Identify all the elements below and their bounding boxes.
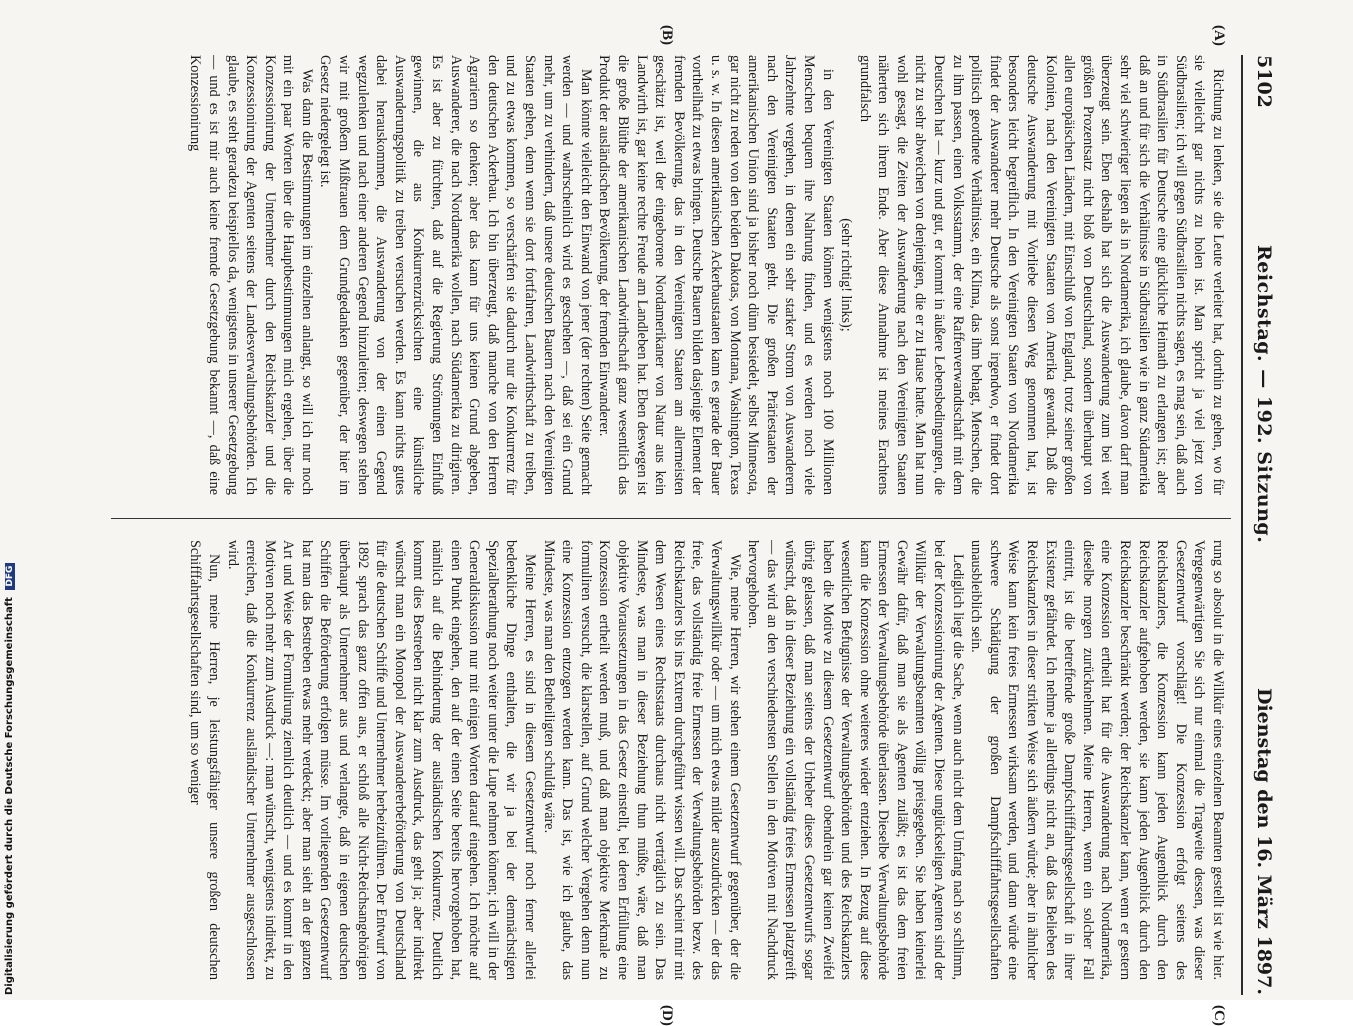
margin-marker-d: (D) bbox=[659, 1005, 675, 1026]
credit-text: Digitalisierung gefördert durch die Deutsche Forschungsgemeinschaft bbox=[4, 597, 15, 995]
paragraph: Richtung zu lenken, sie die Leute verleitet hat, dorthin zu gehen, wo für sie vielleicht gar nichts zu holen ist. Man spricht ja viel jetzt von Südbrasilien; ich will gegen Südbrasilien nichts sagen, es mag sein, daß auch in Südbrasilien für Deutsche eine glückliche Heimath zu erlangen ist; aber daß an und für sich die Verhältnisse in Südbrasilien wie in ganz Südamerika sehr viel schwieriger liegen als in Nordamerika, ich glaube, davon darf man überzeugt sein. Eben deshalb hat sich die Auswanderung zum bei weit größten Prozentsatz nicht bloß von Deutschland, sondern überhaupt von allen europäischen Ländern, mit Einschluß von England, trotz seiner großen Kolonien, nach den Vereinigten Staaten von Amerika gewandt. Daß die deutsche Auswanderung mit Vorliebe diesen Weg genommen hat, ist besonders leicht begreiflich. In den Vereinigten Staaten von Nordamerika findet der Auswanderer mehr Deutsche als sonst irgendwo, er findet dort politisch geordnete Verhältnisse, ein Klima, das ihm behagt, Menschen, die zu ihm passen, einen Volksstamm, der eine Raffenverwandtschaft mit dem Deutschen hat — kurz und gut, er kommt in äußere Lebensbedingungen, die nicht zu sehr abweichen von denjenigen, die er zu Hause hatte. Man hat nun wohl gesagt, die Zeiten der Auswanderung nach den Vereinigten Staaten näherten sich ihrem Ende. Aber diese Annahme ist meines Erachtens grundfalsch bbox=[856, 55, 1226, 495]
page-number: 5102 bbox=[1253, 55, 1275, 108]
paragraph: Man könnte vielleicht den Einwand von jener (der rechten) Seite gemacht werden — und wahrscheinlich wird es geschehen —, daß sei ein Grund mehr, um zu verhindern, daß unsere deutschen Bauern nach den Vereinigten Staaten gehen, denn wenn sie dort fortfahren, Landwirthschaft zu treiben, und zu etwas kommen, so verschärfen sie dadurch nur die Konkurrenz für den deutschen Ackerbau. Ich bin überzeugt, daß manche von den Herren Agrariern so denken; aber das kann für uns keinen Grund abgeben, Auswanderer, die nach Nordamerika wollen, nach Südamerika zu dirigiren. Es ist aber zu fürchten, daß auf die Regierung Strömungen Einfluß gewinnen, die aus Konkurrenzrücksichten eine künstliche Auswanderungspolitik zu treiben versuchen werden. Es kann nichts gutes dabei herauskommen, die Auswanderung von der einen Gegend wegzulenken und nach einer anderen Gegend hinzuleiten; deswegen stehen wir mit großem Mißtrauen dem Grundgedanken gegenüber, der hier im Gesetz niedergelegt ist. bbox=[317, 55, 594, 495]
digitization-credit bbox=[4, 563, 15, 995]
dfg-logo: DFG bbox=[5, 563, 15, 590]
margin-marker-b: (B) bbox=[659, 25, 675, 45]
paragraph: Meine Herren, es sind in diesem Gesetzentwurf noch ferner allerlei bedenkliche Dinge enthalten, die wir ja bei der demnächstigen Spezialberathung noch weiter unter die Lupe nehmen können; ich will in der Generaldiskussion nur mit einigen Worten darauf eingehen. Ich möchte auf einen Punkt eingehen, den auf der einen Seite bereits hervorgehoben hat, nämlich auf die Behinderung der ausländischen Konkurrenz. Deutlich kommt dies Bestreben nicht klar zum Ausdruck, das geht ja; aber indirekt wünscht man ein Monopol der Auswandererbeförderung von Deutschland für die deutschen Schiffe und Unternehmer herbeizuführen. Der Entwurf von 1892 sprach das ganz offen aus, er schloß alle Nicht-Reichsangehörigen überhaupt als Unternehmer aus und verlangte, daß in eigenen deutschen Schiffen die Beförderung erfolgen müsse. Im vorliegenden Gesetzentwurf hat man das Bestreben etwas mehr verdeckt; aber man sieht an der ganzen Art und Weise der Formulirung ziemlich deutlich — und es kommt in den Motiven noch mehr zum Ausdruck —: man wünscht, wenigstens indirekt, zu erreichen, daß die Konkurrenz ausländischer Unternehmer ausgeschlossen wird. bbox=[224, 540, 539, 980]
paragraph: Nun, meine Herren, je leistungsfähiger unsere großen deutschen Schifffahrtsgesellschaften sind, um so weniger bbox=[187, 540, 222, 980]
margin-marker-a: (A) bbox=[1211, 25, 1227, 46]
column-divider bbox=[111, 518, 1231, 519]
right-text-column bbox=[117, 540, 1227, 980]
newspaper-page bbox=[85, 25, 1275, 1026]
paragraph: in den Vereinigten Staaten können wenigstens noch 100 Millionen Menschen bequem ihre Nahrung finden, und es werden noch viele Jahrzehnte vergehen, in denen ein sehr starker Strom von Auswanderern nach den Vereinigten Staaten geht. Die großen Präriestaaten der amerikanischen Union sind ja bisher noch dünn besiedelt, selbst Minnesota, gar nicht zu reden von den beiden Dakotas, von Montana, Washington, Texas u. s. w. In diesen amerikanischen Ackerbaustaaten kann es gerade der Bauer vortheilhaft zu etwas bringen. Deutsche Bauern bilden dasjenige Element der fremden Bevölkerung, das in den Vereinigten Staaten am allermeisten geschätzt ist, weil der eingeborene Nordamerikaner von Natur aus kein Landwirth ist, gar keine rechte Freude am Landleben hat. Eben deswegen ist die große Blüthe der amerikanischen Landwirthschaft ganz wesentlich das Produkt der ausländischen Bevölkerung, der fremden Einwanderer. bbox=[596, 55, 836, 495]
paragraph: Lediglich liegt die Sache, wenn auch nicht dem Umfang nach so schlimm, bei der Konzessionirung der Agenten. Diese unglückseligen Agenten sind der Willkür der Verwaltungsbeamten völlig preisgegeben. Sie haben keinerlei Gewähr dafür, daß man sie als Agenten zuläßt; es ist das dem freien Ermessen der Verwaltungsbehörde überlassen. Dieselbe Verwaltungsbehörde kann die Konzession ohne weiteres wieder entziehen. In Bezug auf diese wesentlichen Befugnisse der Verwaltungsbehörden und des Reichskanzlers haben die Motive zu diesem Gesetzentwurf obendrein gar keinen Zweifel übrig gelassen, daß man seitens der Urheber dieses Gesetzentwurfs sogar wünscht, daß in dieser Beziehung ein vollständig freies Ermessen platzgreift — das wird an den verschiedensten Stellen in den Motiven mit Nachdruck hervorgehoben. bbox=[745, 540, 966, 980]
page-header bbox=[1249, 55, 1275, 995]
left-text-column bbox=[117, 55, 1227, 495]
header-rule bbox=[1241, 55, 1243, 995]
session-date: Dienstag den 16. März 1897. bbox=[1253, 687, 1275, 995]
paragraph: rung so absolut in die Willkür eines einzelnen Beamten gestellt ist wie hier. Vergegenwärtigen Sie sich nur einmal die Tragweite dessen, was dieser Gesetzentwurf vorschlägt! Die Konzession erfolgt seitens des Reichskanzlers, die Konzession kann jeden Augenblick durch den Reichskanzler aufgehoben werden, sie kann jeden Augenblick durch den Reichskanzler beschränkt werden; der Reichskanzler kann, wenn er gestern eine Konzession ertheilt hat für die Auswanderung nach Nordamerika, dieselbe morgen zurücknehmen. Meine Herren, wenn ein solcher Fall eintritt, ist die betreffende große Dampfschifffahrtsgesellschaft in ihrer Existenz gefährdet. Ich nehme ja allerdings nicht an, daß das Belieben des Reichskanzlers in dieser strikten Weise sich äußern würde; aber in ähnlicher Weise kann kein freies Ermessen wirksam werden, und dann würde eine schwere Schädigung der großen Dampfschifffahrtsgesellschaften unausbleiblich sein. bbox=[968, 540, 1226, 980]
interjection: (sehr richtig! links); bbox=[838, 218, 855, 332]
paragraph: Was dann die Bestimmungen im einzelnen anlangt, so will ich nur noch mit ein paar Worten über die Hauptbestimmungen mich ergehen, über die Konzessionirung der Unternehmer durch den Reichskanzler und die Konzessionirung der Agenten seitens der Landesverwaltungsbehörden. Ich glaube, es steht geradezu beispiellos da, wenigstens in unserer Gesetzgebung — und es ist mir auch keine fremde Gesetzgebung bekannt —, daß eine Konzessionirung bbox=[187, 55, 315, 495]
paragraph: Wie, meine Herren, wir stehen einem Gesetzentwurf gegenüber, der die Verwaltungswillkür oder — um mich etwas milder auszudrücken — der das freie, das vollständig freie Ermessen der Verwaltungsbehörden bezw. des Reichskanzlers bis ins Extrem durchgeführt wissen will. Das scheint mir mit dem Wesen eines Rechtsstaats durchaus nicht verträglich zu sein. Das Mindeste, was man in dieser Beziehung thun müßte, wäre, daß man objektive Voraussetzungen in das Gesetz einstellt, bei deren Erfüllung eine Konzession ertheilt werden muß, und daß man objektive Merkmale zu formuliren versucht, die klarstellen, auf Grund welcher Vergehen denn nun eine Konzession entzogen werden kann. Das ist, wie ich glaube, das Mindeste, was man den Betheiligten schuldig wäre. bbox=[540, 540, 743, 980]
running-title: Reichstag. — 192. Sitzung. bbox=[1253, 245, 1275, 544]
margin-marker-c: (C) bbox=[1211, 1005, 1227, 1026]
